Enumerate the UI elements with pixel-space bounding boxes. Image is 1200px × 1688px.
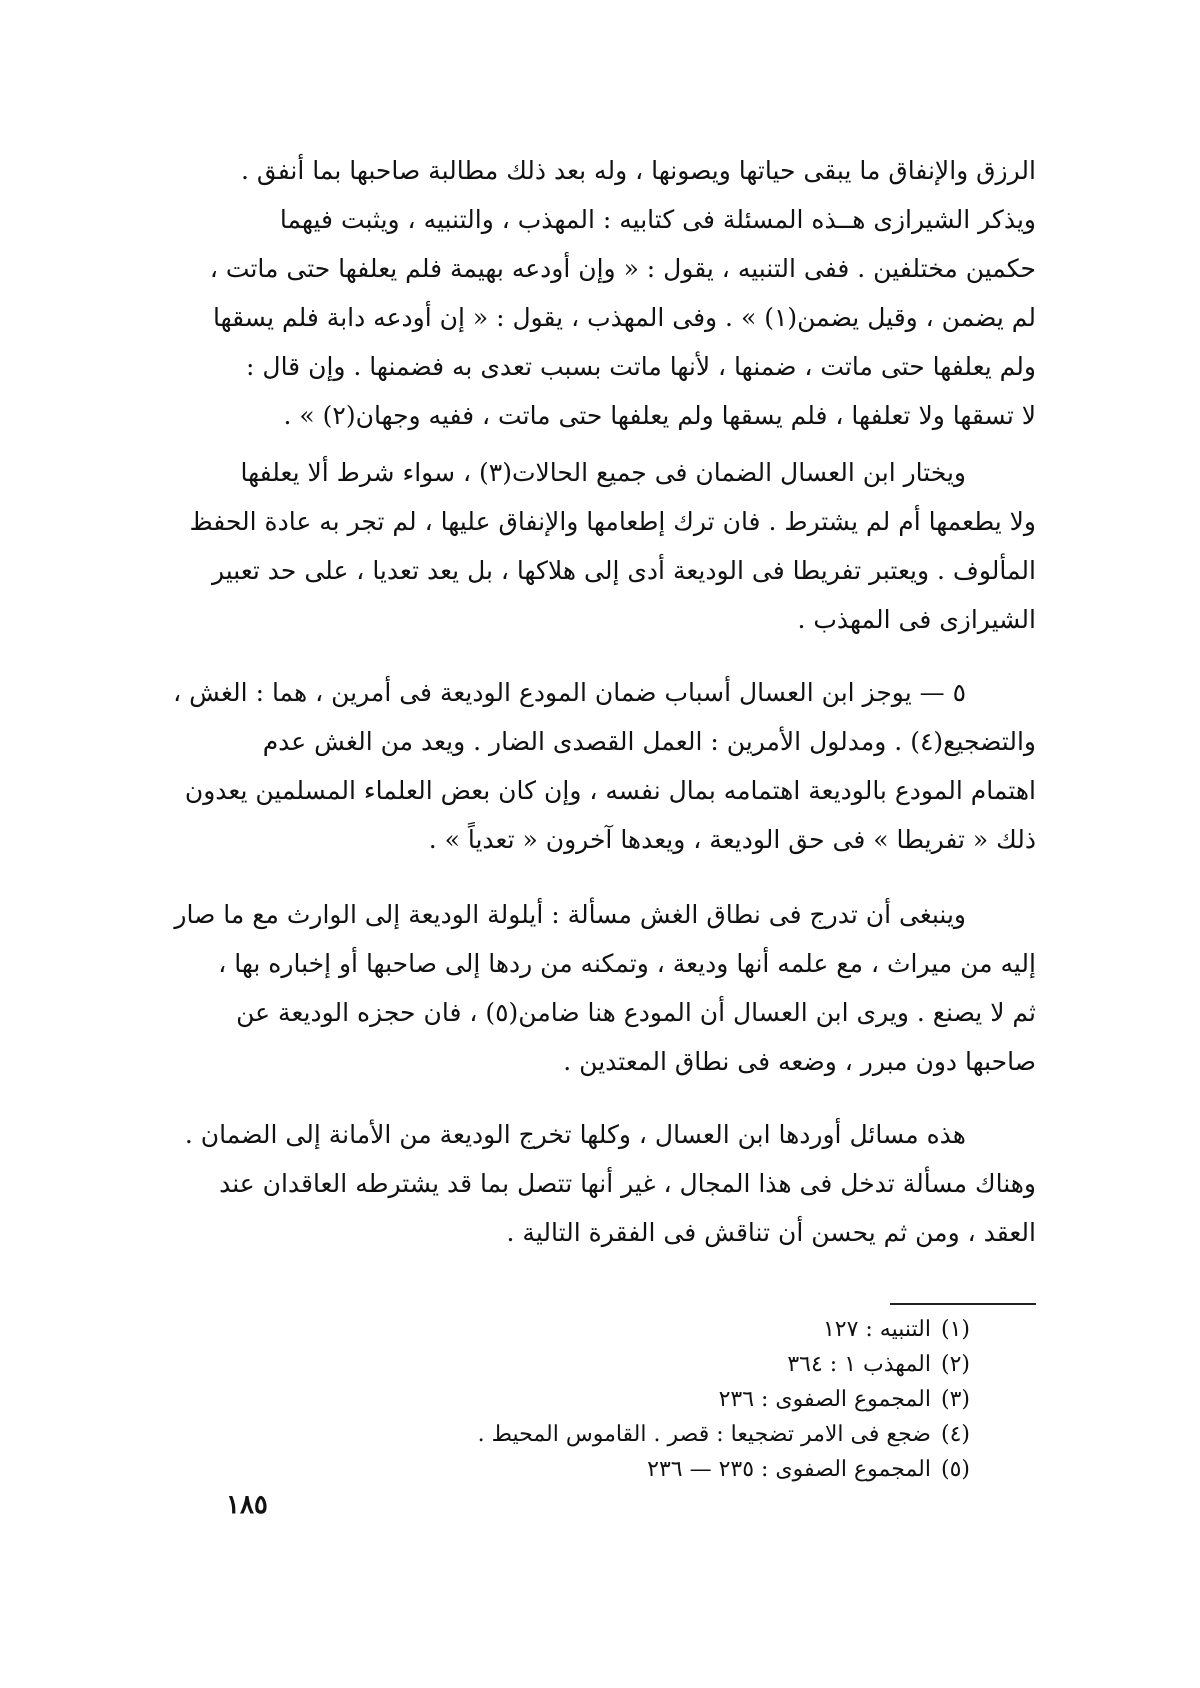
text-line: حكمين مختلفين . ففى التنبيه ، يقول : « وإن أودعه بهيمة فلم يعلفها حتى ماتت ، <box>209 254 1036 283</box>
footnote-divider <box>890 1303 1036 1305</box>
text-line: ويذكر الشيرازى هــذه المسئلة فى كتابيه : المهذب ، والتنبيه ، ويثبت فيهما <box>279 205 1036 234</box>
footnote-text: المجموع الصفوى : ٢٣٥ — ٢٣٦ <box>647 1457 931 1482</box>
text-line: العقد ، ومن ثم يحسن أن تناقش فى الفقرة التالية . <box>506 1218 1036 1247</box>
text-line: ولم يعلفها حتى ماتت ، ضمنها ، لأنها ماتت بسبب تعدى به فضمنها . وإن قال : <box>246 352 1036 381</box>
text-line: هذه مسائل أوردها ابن العسال ، وكلها تخرج الوديعة من الأمانة إلى الضمان . <box>184 1120 966 1149</box>
paragraph-1 <box>209 146 1036 440</box>
footnote-number: (٢) <box>940 1352 970 1377</box>
text-line: ذلك « تفريطا » فى حق الوديعة ، ويعدها آخرون « تعدياً » . <box>428 825 1036 854</box>
paragraph-4 <box>174 890 1036 1086</box>
text-line: اهتمام المودع بالوديعة اهتمامه بمال نفسه ، وإن كان بعض العلماء المسلمين يعدون <box>184 776 1036 805</box>
text-line: الشيرازى فى المهذب . <box>797 605 1036 634</box>
footnote-text: ضجع فى الامر تضجيعا : قصر . القاموس المحيط . <box>477 1422 931 1447</box>
footnote-number: (٥) <box>940 1457 970 1482</box>
footnote-number: (١) <box>940 1317 970 1342</box>
text-line: ويختار ابن العسال الضمان فى جميع الحالات(٣) ، سواء شرط ألا يعلفها <box>240 458 966 487</box>
text-line: وهناك مسألة تدخل فى هذا المجال ، غير أنها تتصل بما قد يشترطه العاقدان عند <box>219 1169 1036 1198</box>
text-line: الرزق والإنفاق ما يبقى حياتها ويصونها ، وله بعد ذلك مطالبة صاحبها بما أنفق . <box>241 156 1036 185</box>
footnote-text: المهذب ١ : ٣٦٤ <box>787 1352 931 1377</box>
footnote-item <box>300 1347 970 1382</box>
text-line: ولا يطعمها أم لم يشترط . فان ترك إطعامها والإنفاق عليها ، لم تجر به عادة الحفظ <box>189 507 1036 536</box>
text-line: صاحبها دون مبرر ، وضعه فى نطاق المعتدين . <box>563 1047 1036 1076</box>
paragraph-3 <box>173 668 1036 864</box>
footnotes-list <box>300 1312 970 1487</box>
paragraph-2 <box>189 448 1036 644</box>
text-line: ثم لا يصنع . ويرى ابن العسال أن المودع هنا ضامن(٥) ، فان حجزه الوديعة عن <box>236 998 1036 1027</box>
text-line: والتضجيع(٤) . ومدلول الأمرين : العمل القصدى الضار . ويعد من الغش عدم <box>262 727 1036 756</box>
text-line: المألوف . ويعتبر تفريطا فى الوديعة أدى إلى هلاكها ، بل يعد تعديا ، على حد تعبير <box>211 556 1036 585</box>
text-line: ٥ — يوجز ابن العسال أسباب ضمان المودع الوديعة فى أمرين ، هما : الغش ، <box>173 678 966 707</box>
footnote-number: (٣) <box>940 1387 970 1412</box>
footnote-item <box>300 1417 970 1452</box>
text-line: إليه من ميراث ، مع علمه أنها وديعة ، وتمكنه من ردها إلى صاحبها أو إخباره بها ، <box>218 949 1036 978</box>
footnote-text: المجموع الصفوى : ٢٣٦ <box>718 1387 931 1412</box>
text-line: لا تسقها ولا تعلفها ، فلم يسقها ولم يعلفها حتى ماتت ، ففيه وجهان(٢) » . <box>283 401 1036 430</box>
footnote-number: (٤) <box>940 1422 970 1447</box>
footnote-text: التنبيه : ١٢٧ <box>822 1317 931 1342</box>
text-line: لم يضمن ، وقيل يضمن(١) » . وفى المهذب ، يقول : « إن أودعه دابة فلم يسقها <box>212 303 1036 332</box>
paragraph-5 <box>184 1110 1036 1257</box>
footnote-item <box>300 1382 970 1417</box>
page-number: ١٨٥ <box>226 1490 268 1520</box>
footnote-item <box>300 1452 970 1487</box>
footnote-item <box>300 1312 970 1347</box>
text-line: وينبغى أن تدرج فى نطاق الغش مسألة : أيلولة الوديعة إلى الوارث مع ما صار <box>174 900 966 929</box>
